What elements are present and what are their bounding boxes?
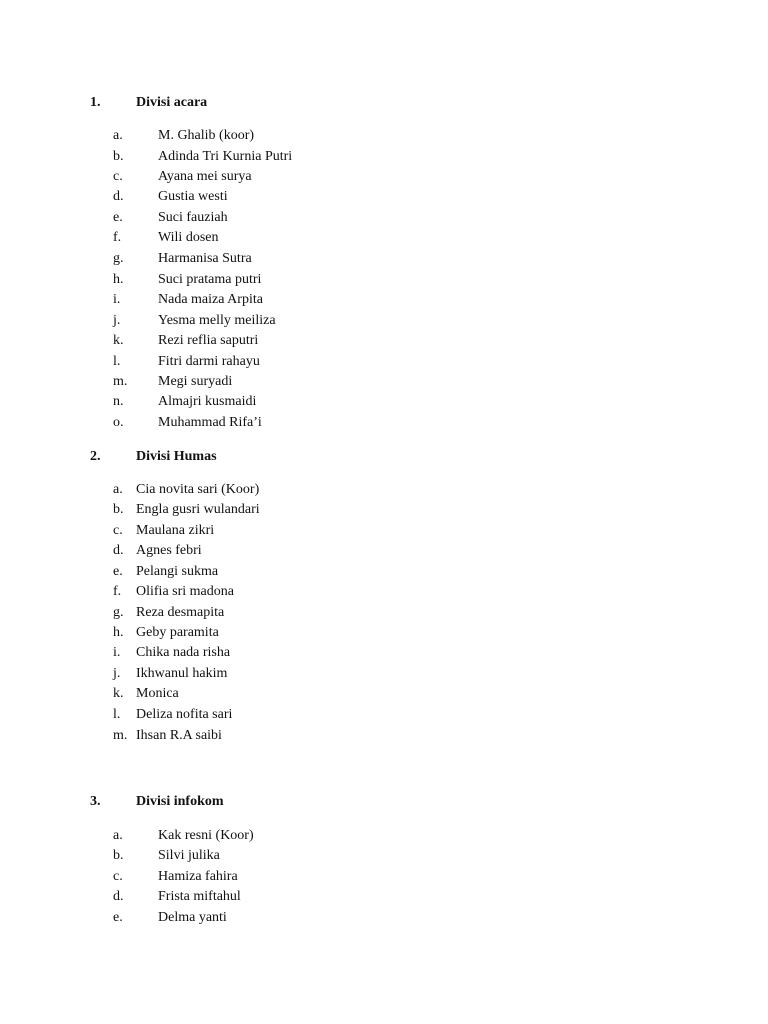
- member-name: Gustia westi: [158, 189, 228, 204]
- member-name: Delma yanti: [158, 910, 227, 925]
- list-letter: d.: [113, 543, 124, 558]
- member-name: Silvi julika: [158, 848, 220, 863]
- member-name: M. Ghalib (koor): [158, 128, 255, 143]
- list-letter: o.: [113, 415, 124, 430]
- list-letter: f.: [113, 230, 122, 245]
- list-letter: k.: [113, 686, 124, 701]
- member-name: Pelangi sukma: [136, 564, 219, 579]
- member-name: Ikhwanul hakim: [136, 666, 228, 681]
- member-name: Olifia sri madona: [136, 584, 234, 599]
- list-letter: n.: [113, 394, 124, 409]
- list-letter: i.: [113, 645, 121, 660]
- list-letter: c.: [113, 869, 123, 884]
- member-name: Adinda Tri Kurnia Putri: [158, 149, 293, 164]
- member-name: Cia novita sari (Koor): [136, 482, 260, 497]
- member-name: Ihsan R.A saibi: [136, 728, 222, 743]
- section-number: 1.: [90, 95, 101, 110]
- member-name: Muhammad Rifa’i: [158, 415, 262, 430]
- section-title: Divisi infokom: [136, 794, 224, 809]
- list-letter: b.: [113, 848, 124, 863]
- member-name: Harmanisa Sutra: [158, 251, 252, 266]
- list-letter: d.: [113, 889, 124, 904]
- member-name: Frista miftahul: [158, 889, 241, 904]
- list-letter: d.: [113, 189, 124, 204]
- member-name: Suci pratama putri: [158, 272, 262, 287]
- list-letter: k.: [113, 333, 124, 348]
- member-name: Nada maiza Arpita: [158, 292, 263, 307]
- list-letter: g.: [113, 605, 124, 620]
- member-name: Deliza nofita sari: [136, 707, 233, 722]
- list-letter: l.: [113, 707, 121, 722]
- member-name: Chika nada risha: [136, 645, 231, 660]
- list-letter: h.: [113, 272, 124, 287]
- list-letter: i.: [113, 292, 121, 307]
- member-name: Ayana mei surya: [158, 169, 252, 184]
- list-letter: a.: [113, 482, 123, 497]
- list-letter: a.: [113, 128, 123, 143]
- member-name: Rezi reflia saputri: [158, 333, 259, 348]
- member-name: Fitri darmi rahayu: [158, 354, 260, 369]
- member-name: Hamiza fahira: [158, 869, 238, 884]
- member-name: Kak resni (Koor): [158, 828, 254, 843]
- list-letter: h.: [113, 625, 124, 640]
- list-letter: e.: [113, 564, 123, 579]
- section-title: Divisi acara: [136, 95, 208, 110]
- member-name: Reza desmapita: [136, 605, 225, 620]
- list-letter: e.: [113, 910, 123, 925]
- list-letter: b.: [113, 502, 124, 517]
- member-name: Suci fauziah: [158, 210, 228, 225]
- member-name: Wili dosen: [158, 230, 219, 245]
- member-name: Engla gusri wulandari: [136, 502, 260, 517]
- list-letter: c.: [113, 169, 123, 184]
- section-number: 3.: [90, 794, 101, 809]
- list-letter: e.: [113, 210, 123, 225]
- member-name: Agnes febri: [136, 543, 202, 558]
- list-letter: c.: [113, 523, 123, 538]
- list-letter: b.: [113, 149, 124, 164]
- list-letter: j.: [113, 313, 121, 328]
- member-name: Megi suryadi: [158, 374, 233, 389]
- member-name: Geby paramita: [136, 625, 219, 640]
- list-letter: f.: [113, 584, 122, 599]
- list-letter: j.: [113, 666, 121, 681]
- list-letter: m.: [113, 374, 128, 389]
- section-title: Divisi Humas: [136, 449, 217, 464]
- member-name: Yesma melly meiliza: [158, 313, 276, 328]
- section-number: 2.: [90, 449, 101, 464]
- member-name: Maulana zikri: [136, 523, 215, 538]
- list-letter: g.: [113, 251, 124, 266]
- list-letter: l.: [113, 354, 121, 369]
- member-name: Monica: [136, 686, 179, 701]
- list-letter: m.: [113, 728, 128, 743]
- member-name: Almajri kusmaidi: [158, 394, 257, 409]
- list-letter: a.: [113, 828, 123, 843]
